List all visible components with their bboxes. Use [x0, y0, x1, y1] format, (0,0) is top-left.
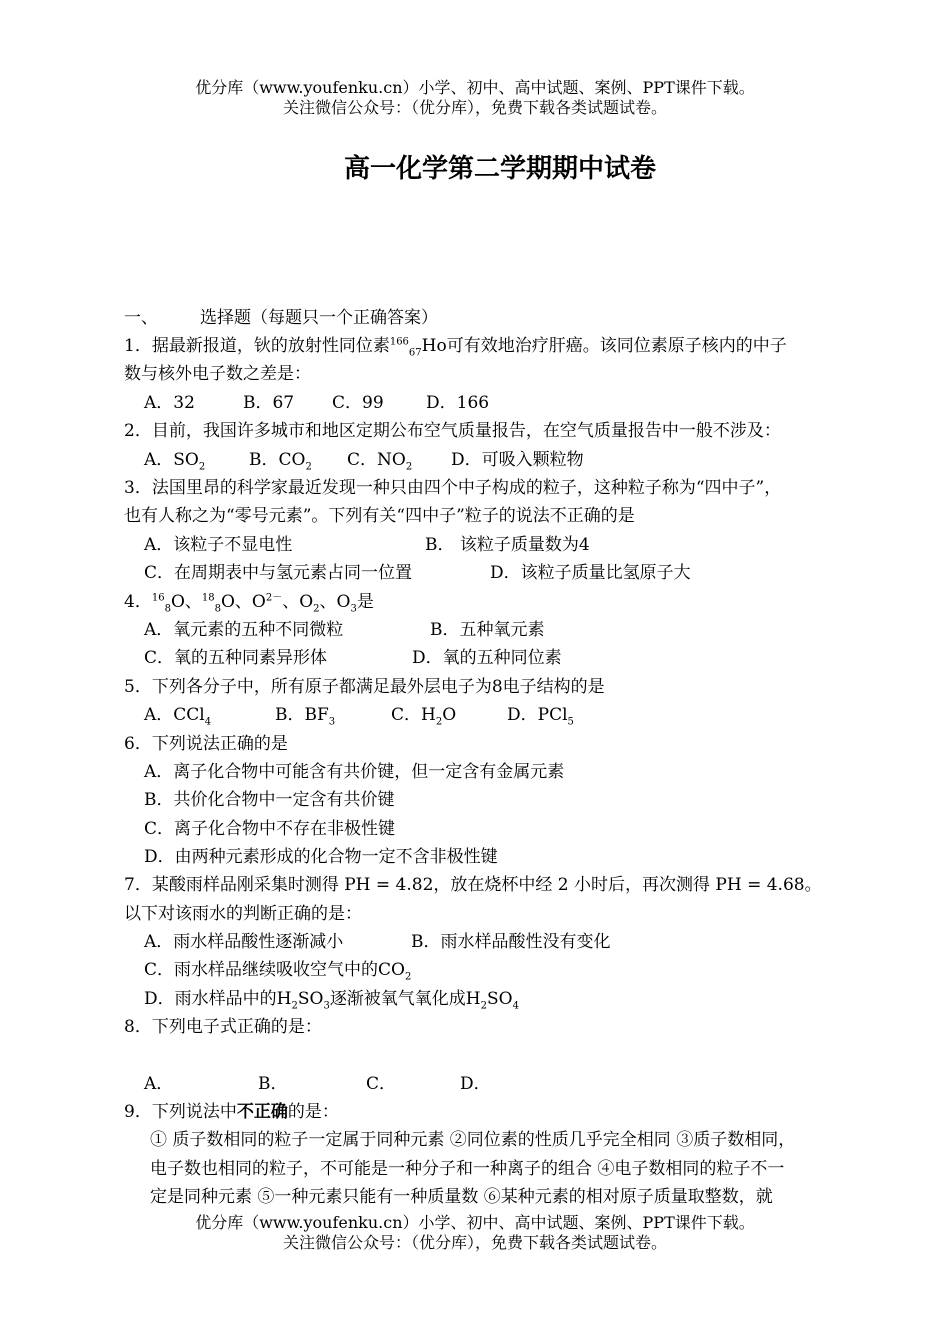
question-4-option-d: D．氧的五种同位素 [412, 648, 562, 668]
question-7-option-b: B．雨水样品酸性没有变化 [411, 932, 611, 952]
question-9-line-2: 电子数也相同的粒子，不可能是一种分子和一种离子的组合 ④电子数相同的粒子不一 [150, 1159, 785, 1179]
question-6-option-d: D．由两种元素形成的化合物一定不含非极性键 [144, 847, 498, 867]
q4-t5: 是 [356, 592, 374, 612]
q2-c-sub: 2 [405, 461, 413, 473]
q7-d-t2: SO [297, 989, 324, 1009]
question-1-line-2: 数与核外电子数之差是： [124, 364, 311, 384]
question-8-option-a: A． [144, 1074, 174, 1094]
q7-d-t4: SO [487, 989, 513, 1009]
question-5-option-a [144, 703, 211, 727]
q9-bold: 不正确 [236, 1102, 288, 1122]
question-3-line-2: 也有人称之为“零号元素”。下列有关“四中子”粒子的说法不正确的是 [124, 506, 635, 526]
q1-pre: 1．据最新报道，钬的放射性同位素 [124, 336, 390, 356]
question-3-option-d: D．该粒子质量比氢原子大 [490, 563, 691, 583]
question-7-option-d [144, 987, 519, 1011]
q5-c-text1: C．H [391, 705, 436, 725]
q4-o2-sub: 2 [313, 603, 320, 615]
question-2-stem: 2．目前，我国许多城市和地区定期公布空气质量报告，在空气质量报告中一般不涉及： [124, 421, 781, 441]
q4-t2: O、O [220, 592, 266, 612]
q4-t3: 、O [282, 592, 314, 612]
question-7-option-a: A．雨水样品酸性逐渐减小 [144, 932, 344, 952]
question-6-option-b: B．共价化合物中一定含有共价键 [144, 790, 395, 810]
q1-element: Ho [421, 336, 447, 356]
question-4-option-b: B．五种氧元素 [430, 620, 545, 640]
question-9-line-1: ① 质子数相同的粒子一定属于同种元素 ②同位素的性质几乎完全相同 ③质子数相同， [150, 1130, 796, 1150]
header-line-1: 优分库（www.youfenku.cn）小学、初中、高中试题、案例、PPT课件下载。 [195, 78, 755, 97]
q7-d-t1: D．雨水样品中的H [144, 989, 292, 1009]
q7-c-sub: 2 [404, 971, 412, 983]
q9-post: 的是： [287, 1102, 339, 1122]
q5-b-sub: 3 [328, 716, 336, 728]
header-line-2: 关注微信公众号：（优分库），免费下载各类试题试卷。 [282, 98, 667, 117]
question-9-stem [124, 1100, 339, 1124]
question-4-stem [124, 590, 374, 614]
q1-post: 可有效地治疗肝癌。该同位素原子核内的中子 [446, 336, 787, 356]
question-6-option-a: A．离子化合物中可能含有共价键，但一定含有金属元素 [144, 762, 565, 782]
q4-iso2-number: 8 [214, 603, 221, 615]
question-7-option-c [144, 958, 411, 982]
q5-b-text: B．BF [275, 705, 329, 725]
q7-d-t3: 逐渐被氧气氧化成H [329, 989, 481, 1009]
question-5-option-c [391, 703, 456, 727]
question-4-option-c: C．氧的五种同素异形体 [144, 648, 328, 668]
footer-line-1: 优分库（www.youfenku.cn）小学、初中、高中试题、案例、PPT课件下载。 [195, 1213, 755, 1232]
question-1-line-1 [124, 334, 787, 358]
q4-num: 4． [124, 592, 152, 612]
question-5-stem: 5．下列各分子中，所有原子都满足最外层电子为8电子结构的是 [124, 677, 605, 697]
q9-pre: 9．下列说法中 [124, 1102, 237, 1122]
question-5-option-d [507, 703, 574, 727]
q5-a-text: A．CCl [144, 705, 205, 725]
q7-d-s3: 2 [480, 1000, 488, 1012]
q2-b-sub: 2 [305, 461, 312, 473]
question-1-option-d: D．166 [426, 393, 490, 413]
question-4-option-a: A．氧元素的五种不同微粒 [144, 620, 344, 640]
q4-t1: O、 [170, 592, 202, 612]
q4-o3-sub: 3 [350, 603, 357, 615]
section-number: 一、 [124, 308, 158, 328]
q2-b-text: B．CO [249, 450, 306, 470]
question-6-option-c: C．离子化合物中不存在非极性键 [144, 819, 396, 839]
q1-mass-number: 166 [389, 336, 409, 348]
q2-a-text: A．SO [144, 450, 199, 470]
question-6-stem: 6．下列说法正确的是 [124, 734, 288, 754]
q1-atomic-number: 67 [408, 347, 422, 359]
question-3-option-b: B． 该粒子质量数为4 [425, 535, 590, 555]
q7-c-text: C．雨水样品继续吸收空气中的CO [144, 960, 405, 980]
question-2-option-a [144, 448, 205, 472]
q7-d-s1: 2 [291, 1000, 298, 1012]
question-7-line-2: 以下对该雨水的判断正确的是： [124, 904, 362, 924]
q2-c-text: C．NO [347, 450, 406, 470]
question-8-stem: 8．下列电子式正确的是： [124, 1017, 322, 1037]
question-8-option-c: C． [366, 1074, 397, 1094]
question-2-option-c [347, 448, 412, 472]
question-2-option-b [249, 448, 312, 472]
footer-line-2: 关注微信公众号：（优分库），免费下载各类试题试卷。 [282, 1233, 667, 1252]
q4-iso1-mass: 16 [151, 592, 165, 604]
q5-c-sub: 2 [435, 716, 443, 728]
q5-c-text2: O [442, 705, 457, 725]
question-8-option-b: B． [258, 1074, 288, 1094]
section-label: 选择题（每题只一个正确答案） [200, 308, 438, 328]
question-1-option-c: C．99 [332, 393, 384, 413]
q4-charge: 2－ [265, 592, 283, 604]
q5-a-sub: 4 [204, 716, 212, 728]
question-9-line-3: 定是同种元素 ⑤一种元素只能有一种质量数 ⑥某种元素的相对原子质量取整数，就 [150, 1187, 773, 1207]
question-7-line-1: 7．某酸雨样品刚采集时测得 PH = 4.82，放在烧杯中经 2 小时后，再次测得 PH = 4.68。 [124, 875, 822, 895]
question-1-option-b: B．67 [243, 393, 295, 413]
q4-iso2-mass: 18 [201, 592, 215, 604]
q5-d-text: D．PCl [507, 705, 568, 725]
question-3-option-a: A．该粒子不显电性 [144, 535, 293, 555]
q2-a-sub: 2 [198, 461, 206, 473]
question-1-option-a: A．32 [144, 393, 195, 413]
q7-d-s4: 4 [512, 1000, 519, 1012]
q4-t4: 、O [319, 592, 351, 612]
q7-d-s2: 3 [323, 1000, 330, 1012]
page-title: 高一化学第二学期期中试卷 [343, 154, 656, 184]
question-8-option-d: D． [460, 1074, 491, 1094]
question-3-option-c: C．在周期表中与氢元素占同一位置 [144, 563, 413, 583]
q5-d-sub: 5 [567, 716, 574, 728]
question-3-line-1: 3．法国里昂的科学家最近发现一种只由四个中子构成的粒子，这种粒子称为“四中子”， [124, 478, 782, 498]
question-2-option-d: D．可吸入颗粒物 [451, 450, 584, 470]
question-5-option-b [275, 703, 335, 727]
q4-iso1-number: 8 [164, 603, 171, 615]
